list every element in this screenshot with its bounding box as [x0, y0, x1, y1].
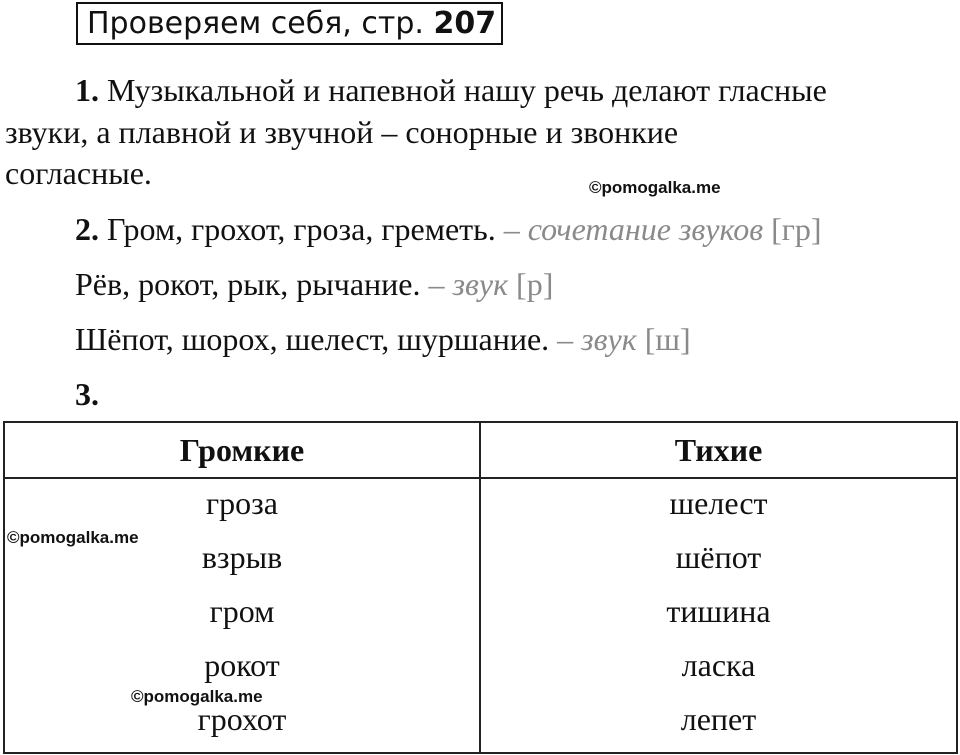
loud-word: гром [209, 593, 275, 629]
task2-row [5, 318, 950, 360]
task1-line2: звуки, а плавной и звучной – сонорные и звонкие [5, 114, 679, 150]
quiet-word: тишина [666, 593, 771, 629]
watermark: ©pomogalka.me [589, 178, 721, 197]
task2-note: – звук [428, 266, 509, 302]
loud-word: гроза [206, 485, 278, 521]
table-header-row [4, 422, 957, 478]
loud-word: рокот [204, 647, 280, 683]
task2-sound: [гр] [771, 211, 822, 247]
watermark: ©pomogalka.me [131, 687, 263, 706]
task2-words: Шёпот, шорох, шелест, шуршание. [75, 321, 550, 357]
task2-words: Рёв, рокот, рык, рычание. [75, 266, 421, 302]
table-row [4, 478, 957, 753]
quiet-word: шёпот [675, 539, 762, 575]
title-page-number: 207 [433, 6, 497, 41]
task1-number: 1. [75, 72, 99, 108]
task2-note: – звук [557, 321, 637, 357]
page-title [76, 2, 503, 45]
task2-sound: [ш] [644, 321, 691, 357]
task1-text-line1: Музыкальной и напевной нашу речь делают гласные [107, 72, 827, 108]
loud-words-cell [4, 478, 480, 753]
task2-number: 2. [75, 211, 99, 247]
loud-word: грохот [197, 701, 287, 737]
task1-line1 [5, 69, 950, 111]
title-prefix: Проверяем себя, стр. [87, 6, 424, 41]
loud-word: взрыв [201, 539, 283, 575]
quiet-word: шелест [669, 485, 768, 521]
column-header-loud: Громкие [4, 422, 480, 478]
watermark: ©pomogalka.me [7, 528, 139, 547]
column-header-quiet: Тихие [480, 422, 957, 478]
quiet-words-cell [480, 478, 957, 753]
quiet-word: ласка [681, 647, 756, 683]
task2-note: – сочетание звуков [503, 211, 764, 247]
task2-sound: [р] [516, 266, 554, 302]
task2-words: Гром, грохот, гроза, греметь. [107, 211, 496, 247]
task1-line3: согласные. [5, 155, 152, 191]
task2-row [5, 208, 950, 250]
task2-row [5, 263, 950, 305]
quiet-word: лепет [680, 701, 757, 737]
task3-number: 3. [75, 376, 99, 412]
